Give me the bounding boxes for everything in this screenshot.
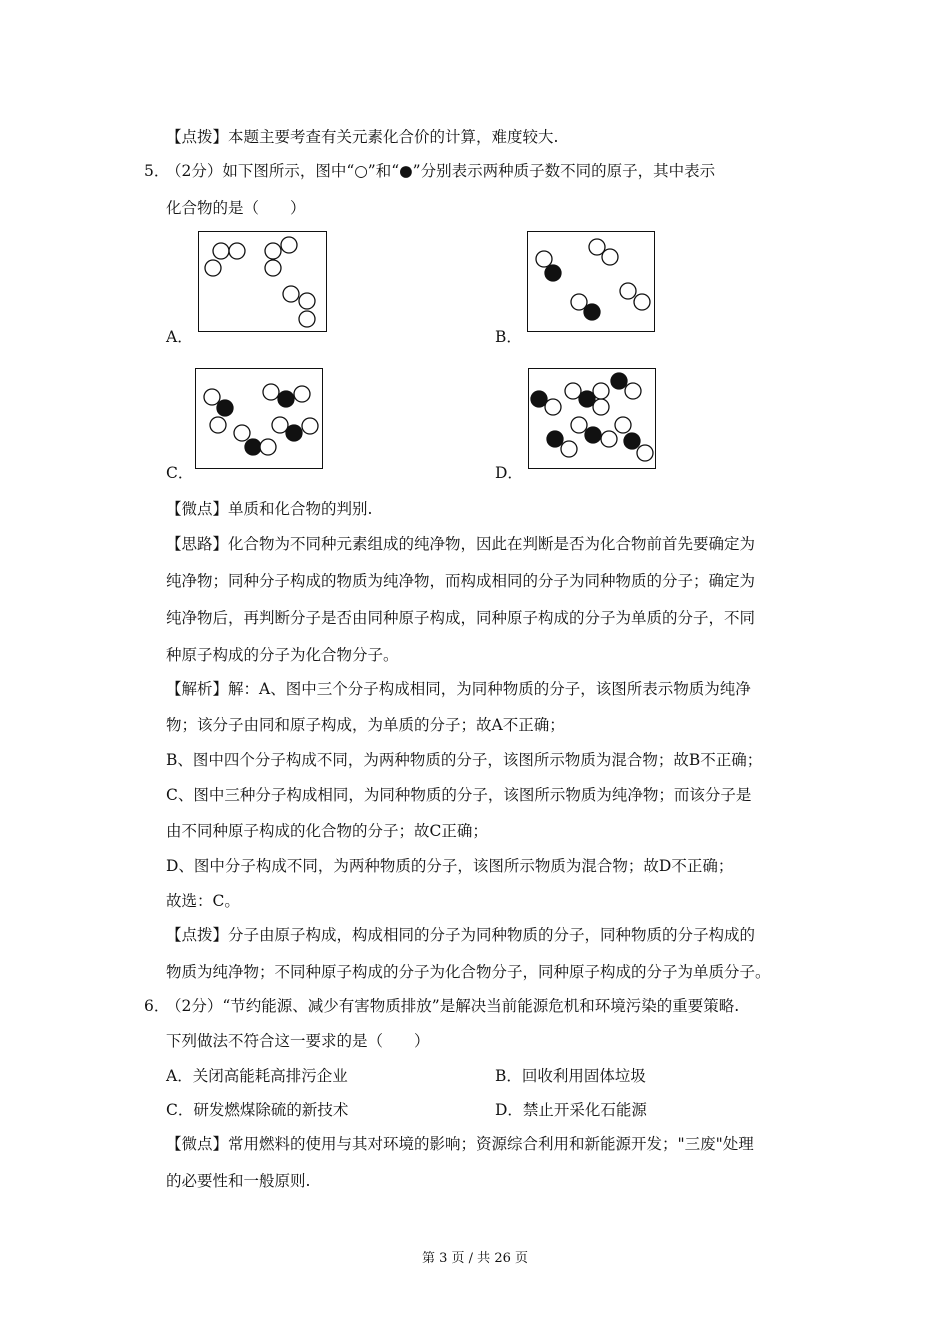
- question-5-jiexi-line-1: 【解析】解：A、图中三个分子构成相同，为同种物质的分子，该图所表示物质为纯净: [166, 680, 751, 698]
- option-c-label: C．: [166, 464, 194, 482]
- option-c-diagram: [195, 368, 323, 469]
- question-5-jiexi-line-4: C、图中三种分子构成相同，为同种物质的分子，该图所示物质为纯净物；而该分子是: [166, 786, 752, 804]
- question-6-option-d: D．禁止开采化石能源: [495, 1101, 647, 1119]
- option-a-molecules: [199, 232, 328, 333]
- question-5-silu-line-1: 【思路】化合物为不同种元素组成的纯净物，因此在判断是否为化合物前首先要确定为: [166, 535, 756, 553]
- question-5-stem: （2分）如下图所示，图中“○”和“●”分别表示两种质子数不同的原子，其中表示: [166, 162, 716, 180]
- question-5-silu-line-4: 种原子构成的分子为化合物分子。: [166, 646, 399, 664]
- option-b-diagram: [527, 231, 655, 332]
- question-6-weidian-line-2: 的必要性和一般原则.: [166, 1172, 311, 1190]
- question-5-silu-line-3: 纯净物后，再判断分子是否由同种原子构成，同种原子构成的分子为单质的分子，不同: [166, 609, 756, 627]
- question-5-stem-cont: 化合物的是（ ）: [166, 199, 306, 217]
- previous-tip: 【点拨】本题主要考查有关元素化合价的计算，难度较大.: [166, 128, 559, 146]
- question-5-jiexi-line-6: D、图中分子构成不同，为两种物质的分子，该图所示物质为混合物；故D不正确；: [166, 857, 734, 875]
- question-5-jiexi-line-3: B、图中四个分子构成不同，为两种物质的分子，该图所示物质为混合物；故B不正确；: [166, 751, 763, 769]
- question-6-stem-cont: 下列做法不符合这一要求的是（ ）: [166, 1032, 430, 1050]
- question-6-option-b: B．回收利用固体垃圾: [495, 1067, 646, 1085]
- option-b-molecules: [528, 232, 656, 333]
- question-6-stem: （2分）“节约能源、减少有害物质排放”是解决当前能源危机和环境污染的重要策略.: [166, 997, 740, 1015]
- question-5-silu-line-2: 纯净物；同种分子构成的物质为纯净物，而构成相同的分子为同种物质的分子；确定为: [166, 572, 756, 590]
- question-5-dianbo-line-1: 【点拨】分子由原子构成，构成相同的分子为同种物质的分子，同种物质的分子构成的: [166, 926, 756, 944]
- question-5-dianbo-line-2: 物质为纯净物；不同种原子构成的分子为化合物分子，同种原子构成的分子为单质分子。: [166, 963, 771, 981]
- page-footer: 第 3 页 / 共 26 页: [422, 1251, 528, 1266]
- question-6-option-c: C．研发燃煤除硫的新技术: [166, 1101, 349, 1119]
- question-5-answer: 故选：C。: [166, 892, 240, 910]
- option-d-diagram: [528, 368, 656, 469]
- option-d-molecules: [529, 369, 657, 470]
- question-5-jiexi-line-5: 由不同种原子构成的化合物的分子；故C正确；: [166, 822, 488, 840]
- question-5-jiexi-line-2: 物；该分子由同和原子构成，为单质的分子；故A不正确；: [166, 716, 565, 734]
- question-6-weidian-line-1: 【微点】常用燃料的使用与其对环境的影响；资源综合利用和新能源开发；"三废"处理: [166, 1135, 754, 1153]
- option-d-label: D．: [495, 464, 523, 482]
- option-a-label: A．: [166, 328, 193, 346]
- question-6-number: 6．: [144, 997, 170, 1015]
- question-5-weidian: 【微点】单质和化合物的判别.: [166, 500, 373, 518]
- question-5-number: 5．: [144, 162, 170, 180]
- question-6-option-a: A．关闭高能耗高排污企业: [166, 1067, 348, 1085]
- option-a-diagram: [198, 231, 327, 332]
- option-b-label: B．: [495, 328, 522, 346]
- option-c-molecules: [196, 369, 324, 470]
